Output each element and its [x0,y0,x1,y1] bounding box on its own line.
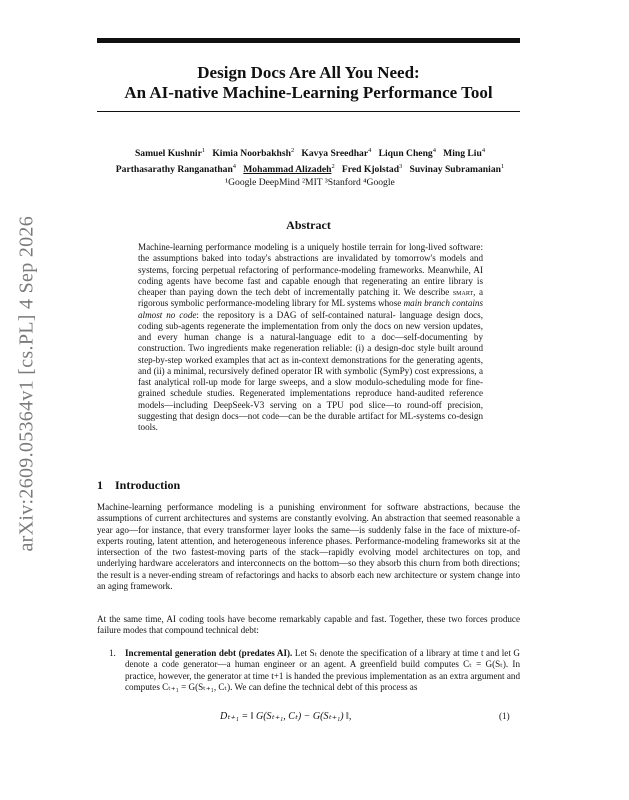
author-name: Mohammad Alizadeh$^2$ [243,163,335,176]
author-name: Parthasarathy Ranganathan$^4$ [115,163,237,176]
author-name: Kavya Sreedhar$^4$ [301,147,372,160]
intro-paragraph-1: Machine-learning performance modeling is a punishing environment for software abstractions, because the assumptions of current architectures and systems are constantly evolving. An abstraction that seemed reasonable a year ago—for instance, that every transformer layer looks the same—is suddenly false in the face of mixture-of-experts routing, latent attention, and heterogeneous inference phases. Performance-modeling frameworks sit at the intersection of the two fastest-moving parts of the stack—rapidly evolving model architectures on top, and underlying hardware accelerators and interconnects on the bottom—so they absorb this churn from both directions; the result is a never-ending stream of refactorings and hacks to absorb each new architecture or system change into an aging framework. [97,502,520,592]
list-item: 1. Incremental generation debt (predates AI). Let Sₜ denote the specification of a library at time t and let G denote a code generator—a human engineer or an agent. A greenfield build computes Cₜ = G(Sₜ). In practice, however, the generator at time t+1 is handed the previous implementation as an extra argument and computes Cₜ₊₁ = G(Sₜ₊₁, Cₜ). We can define the technical debt of this process as [109,648,520,692]
author-name: Fred Kjolstad$^3$ [341,163,403,176]
smart-name: smart [452,287,474,297]
author-name: Liqun Cheng$^4$ [378,147,436,160]
title-top-rule [97,38,520,43]
author-name: Suvinay Subramanian$^1$ [409,163,505,176]
paper-title-line-2: An AI-native Machine-Learning Performance Tool [124,83,493,102]
author-name: Samuel Kushnir$^1$ [134,147,206,160]
intro-paragraph-2: At the same time, AI coding tools have become remarkably capable and fast. Together, these two forces produce failure modes that compound technical debt: [97,614,520,636]
author-name: Ming Liu$^4$ [443,147,486,160]
author-name: Kimia Noorbakhsh$^2$ [212,147,295,160]
abstract-heading: Abstract [286,218,331,232]
title-bottom-rule [97,111,520,112]
abstract-text: Machine-learning performance modeling is a uniquely hostile terrain for long-lived software: the assumptions baked into today's abstractions are invalidated by tomorrow's models and systems, forcing perpetual refactoring of performance-modeling frameworks. Meanwhile, AI coding agents have become fast and capable enough that regenerating an entire library is cheaper than paying down the tech debt of incrementally patching it. We describe smart, a rigorous symbolic performance-modeling library for ML systems whose main branch contains almost no code: the repository is a DAG of self-contained natural- language design docs, coding sub-agents regenerate the implementation from only the docs on new version updates, and every human change is a natural-language edit to a doc—self-documenting by construction. Two ingredients make regeneration reliable: (i) a design-doc style built around step-by-step worked examples that act as in-context demonstrations for the generating agents, and (ii) a minimal, recursively defined operator IR with symbolic (SymPy) cost expressions, a fast analytical roll-up mode for large sweeps, and a slow modulo-scheduling mode for fine-grained schedule studies. Regenerated implementations reproduce hand-audited reference models—including DeepSeek-V3 serving on a TPU pod slice—to round-off precision, suggesting that design docs—not code—can be the durable artifact for ML-systems co-design tools. [138,242,483,432]
paper-title-line-1: Design Docs Are All You Need: [197,63,420,82]
author-row-1 [80,144,540,160]
affiliations: ¹Google DeepMind ²MIT ³Stanford ⁴Google [225,177,395,189]
author-row-2 [80,160,540,176]
arxiv-side-stamp: arXiv:2609.05364v1 [cs.PL] 4 Sep 2026 [15,215,38,552]
list-item-number: 1. [109,648,116,658]
author-block [80,144,540,189]
section-heading: 1 Introduction [97,478,181,492]
equation: Dₜ₊₁ = ‖ G(Sₜ₊₁, Cₜ) − G(Sₜ₊₁) ‖, [220,711,352,722]
equation-number: (1) [499,711,510,721]
